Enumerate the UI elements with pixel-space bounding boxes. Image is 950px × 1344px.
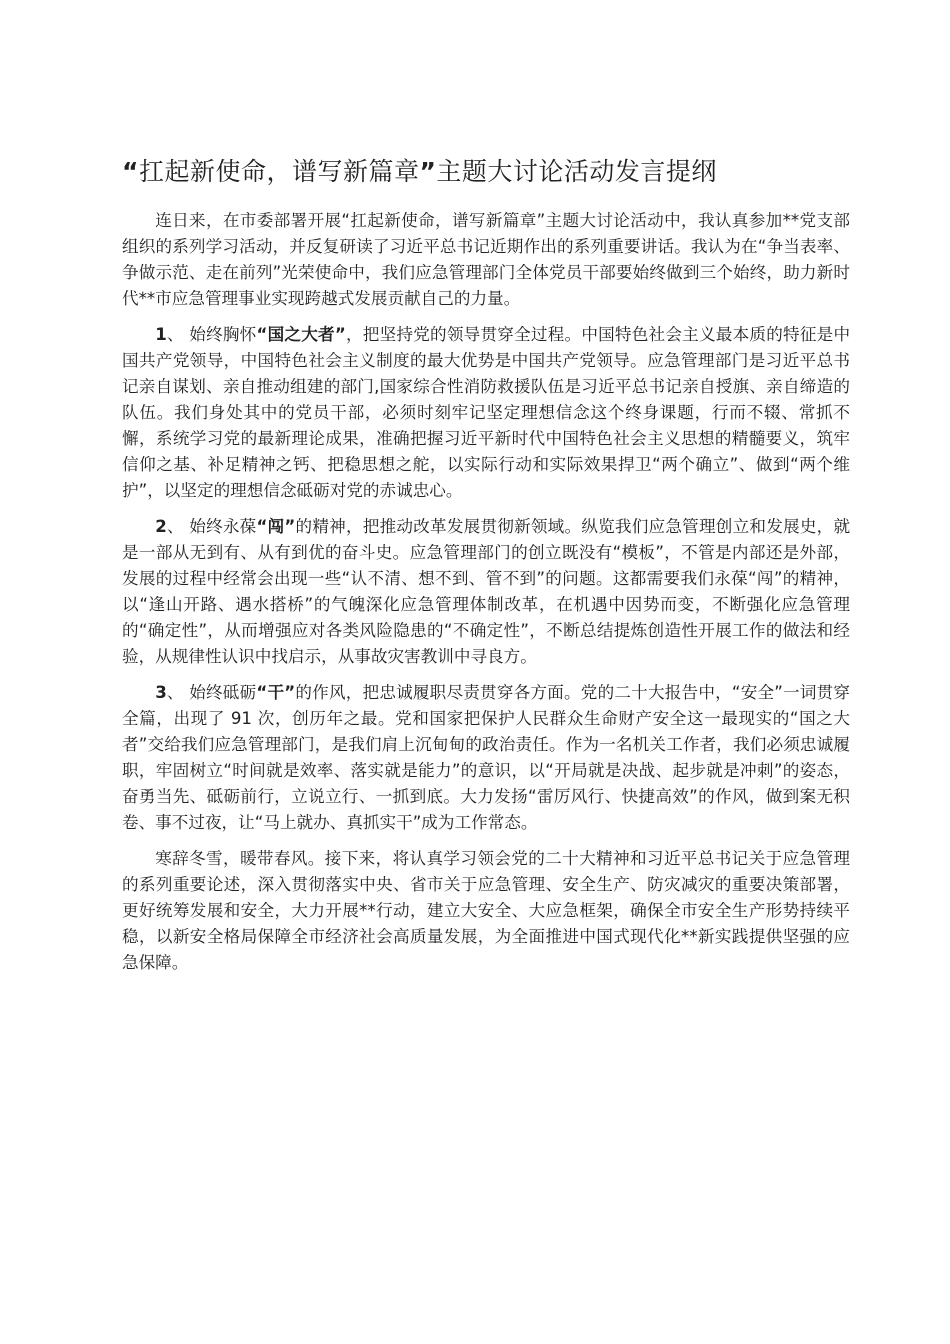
point-paragraph-2 [122,514,850,670]
point-separator: 、 [166,517,184,536]
point-lead-key: “国之大者” [256,325,346,344]
point-lead-post: 的作风，把忠诚履职尽责贯穿各方面。 [295,683,581,702]
title-open-quote: “ [122,157,139,186]
point-lead [184,325,582,344]
conclusion-paragraph: 寒辞冬雪，暖带春风。接下来，将认真学习领会党的二十大精神和习近平总书记关于应急管理的系列重要论述，深入贯彻落实中央、省市关于应急管理、安全生产、防灾减灾的重要决策部署，更好统筹发展和安全，大力开展**行动，建立大安全、大应急框架，确保全市安全生产形势持续平稳，以新安全格局保障全市经济社会高质量发展，为全面推进中国式现代化**新实践提供坚强的应急保障。 [122,849,850,972]
point-lead-post: ，把坚持党的领导贯穿全过程。 [345,325,582,344]
title-close-quote: ” [419,157,437,186]
point-lead-pre: 始终永葆 [183,517,257,536]
point-body: 党的二十大报告中，“安全”一词贯穿全篇，出现了 91 次，创历年之最。党和国家把保护人民群众生命财产安全这一最现实的“国之大者”交给我们应急管理部门，是我们肩上沉甸甸的政治责任。作为一名机关工作者，我们必须忠诚履职，牢固树立“时间就是效率、落实就是能力”的意识，以“开局就是决战、起步就是冲刺”的姿态，奋勇当先、砥砺前行，立说立行、一抓到底。大力发扬“雷厉风行、快捷高效”的作风，做到案无积卷、事不过夜，让“马上就办、真抓实干”成为工作常态。 [122,683,851,832]
point-lead-pre: 始终胸怀 [183,325,257,344]
point-number: 3 [155,683,167,702]
point-lead-pre: 始终砥砺 [183,683,257,702]
point-lead [184,683,581,702]
point-body: 中国特色社会主义最本质的特征是中国共产党领导，中国特色社会主义制度的最大优势是中国共产党领导。应急管理部门是习近平总书记亲自谋划、亲自推动组建的部门,国家综合性消防救援队伍是习近平总书记亲自授旗、亲自缔造的队伍。我们身处其中的党员干部，必须时刻牢记坚定理想信念这个终身课题，行而不辍、常抓不懈，系统学习党的最新理论成果，准确把握习近平新时代中国特色社会主义思想的精髓要义，筑牢信仰之基、补足精神之钙、把稳思想之舵，以实际行动和实际效果捍卫“两个确立”、做到“两个维护”，以坚定的理想信念砥砺对党的赤诚忠心。 [122,325,851,500]
point-separator: 、 [166,683,184,702]
point-lead-key: “干” [256,683,296,702]
point-number: 2 [155,517,167,536]
title-rest-text: 主题大讨论活动发言提纲 [436,157,717,186]
document-page [122,152,850,986]
point-paragraph-1 [122,322,850,504]
point-body: 纵览我们应急管理创立和发展史，就是一部从无到有、从有到优的奋斗史。应急管理部门的创立既没有“模板”，不管是内部还是外部，发展的过程中经常会出现一些“认不清、想不到、管不到”的问题。这都需要我们永葆“闯”的精神，以“逢山开路、遇水搭桥”的气魄深化应急管理体制改革，在机遇中因势而变，不断强化应急管理的“确定性”，从而增强应对各类风险隐患的“不确定性”，不断总结提炼创造性开展工作的做法和经验，从规律性认识中找启示，从事故灾害教训中寻良方。 [122,517,851,666]
point-paragraph-3 [122,680,850,836]
document-title [122,152,850,192]
point-lead [184,517,582,536]
intro-paragraph: 连日来，在市委部署开展“扛起新使命，谱写新篇章”主题大讨论活动中，我认真参加**党支部组织的系列学习活动，并反复研读了习近平总书记近期作出的系列重要讲话。我认为在“争当表率、争做示范、走在前列”光荣使命中，我们应急管理部门全体党员干部要始终做到三个始终，助力新时代**市应急管理事业实现跨越式发展贡献自己的力量。 [122,211,850,308]
point-lead-post: 的精神，把推动改革发展贯彻新领域。 [295,517,582,536]
title-main-text: 扛起新使命，谱写新篇章 [138,157,420,186]
point-lead-key: “闯” [256,517,296,536]
point-number: 1 [155,325,167,344]
point-separator: 、 [166,325,184,344]
